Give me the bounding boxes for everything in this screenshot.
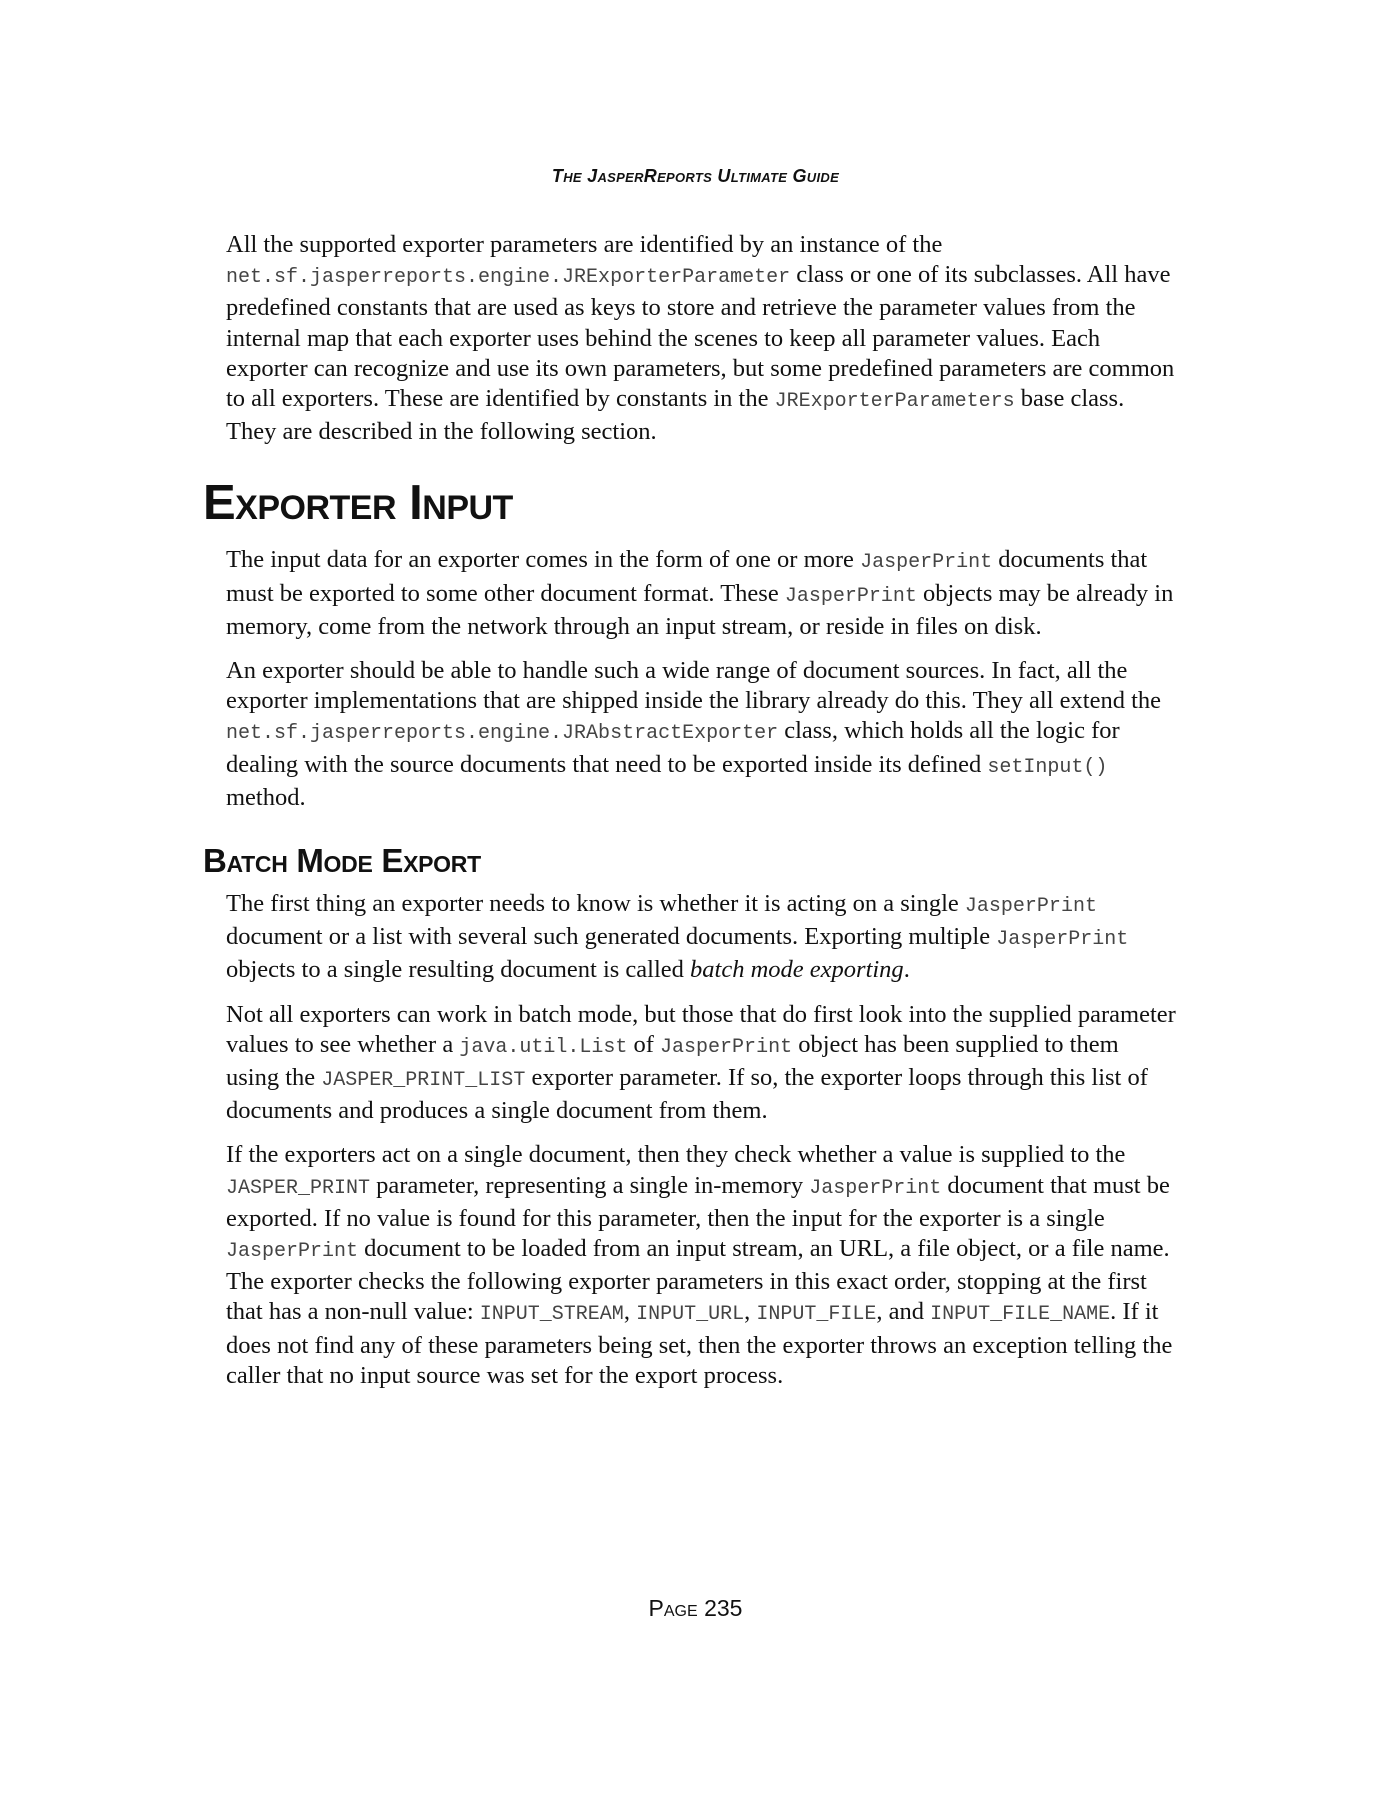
inline-code: java.util.List [459, 1035, 628, 1059]
emphasis: batch mode exporting [690, 956, 904, 984]
inline-code: setInput() [987, 755, 1108, 779]
inline-code: JASPER_PRINT_LIST [321, 1069, 526, 1093]
inline-code: INPUT_STREAM [479, 1303, 624, 1327]
inline-code: JasperPrint [964, 895, 1097, 919]
page-number: Page 235 [648, 1595, 743, 1621]
body-paragraph: An exporter should be able to handle such a wide range of document sources. In fact, all the exporter implementations that are shipped inside the library already do this. They all extend the net.sf.jasperreports.engine.JRAbstractExporter class, which holds all the logic for dealing with the source documents that need to be exported inside its defined setInput() method. [226, 657, 1162, 811]
inline-code: JasperPrint [226, 1240, 359, 1264]
inline-code: net.sf.jasperreports.engine.JRExporterParameter [226, 266, 791, 290]
body-paragraph: Not all exporters can work in batch mode, but those that do first look into the supplied parameter values to see whether a java.util.List of JasperPrint object has been supplied to them using the JASPER_PRINT_LIST exporter parameter. If so, the exporter loops through this list of documents and produces a single document from them. [226, 1000, 1176, 1125]
inline-code: JASPER_PRINT [226, 1176, 371, 1200]
body-paragraph: The first thing an exporter needs to know is whether it is acting on a single JasperPrint document or a list with several such generated documents. Exporting multiple JasperPrint objects to a single resulting document is called batch mode exporting. [226, 890, 1129, 984]
inline-code: net.sf.jasperreports.engine.JRAbstractExporter [226, 722, 779, 746]
inline-code: JasperPrint [809, 1176, 942, 1200]
inline-code: JasperPrint [996, 928, 1129, 952]
subsection-heading-batch-mode-export: Batch Mode Export [203, 842, 481, 880]
inline-code: JasperPrint [784, 584, 917, 608]
inline-code: JRExporterParameters [774, 390, 1015, 414]
inline-code: INPUT_FILE_NAME [930, 1303, 1111, 1327]
intro-paragraph: All the supported exporter parameters are identified by an instance of the net.sf.jasperreports.engine.JRExporterParameter class or one of its subclasses. All have predefined constants that are used as keys to store and retrieve the parameter values from the internal map that each exporter uses behind the scenes to keep all parameter values. Each exporter can recognize and use its own parameters, but some predefined parameters are common to all exporters. These are identified by constants in the JRExporterParameters base class. They are described in the following section. [226, 231, 1175, 446]
inline-code: JasperPrint [860, 551, 993, 575]
inline-code: INPUT_FILE [756, 1303, 877, 1327]
body-paragraph: If the exporters act on a single document, then they check whether a value is supplied to the JASPER_PRINT parameter, representing a single in-memory JasperPrint document that must be exported. If no value is found for this parameter, then the input for the exporter is a single JasperPrint document to be loaded from an input stream, an URL, a file object, or a file name. The exporter checks the following exporter parameters in this exact order, stopping at the first that has a non-null value: INPUT_STREAM, INPUT_URL, INPUT_FILE, and INPUT_FILE_NAME. If it does not find any of these parameters being set, then the exporter throws an exception telling the caller that no input source was set for the export process. [226, 1141, 1173, 1389]
body-paragraph: The input data for an exporter comes in the form of one or more JasperPrint documents that must be exported to some other document format. These JasperPrint objects may be already in memory, come from the network through an input stream, or reside in files on disk. [226, 546, 1174, 640]
section-heading-exporter-input: Exporter Input [203, 476, 513, 531]
page-content [203, 230, 1176, 1405]
running-head: The JasperReports Ultimate Guide [551, 166, 840, 186]
inline-code: JasperPrint [660, 1035, 793, 1059]
inline-code: INPUT_URL [636, 1303, 745, 1327]
